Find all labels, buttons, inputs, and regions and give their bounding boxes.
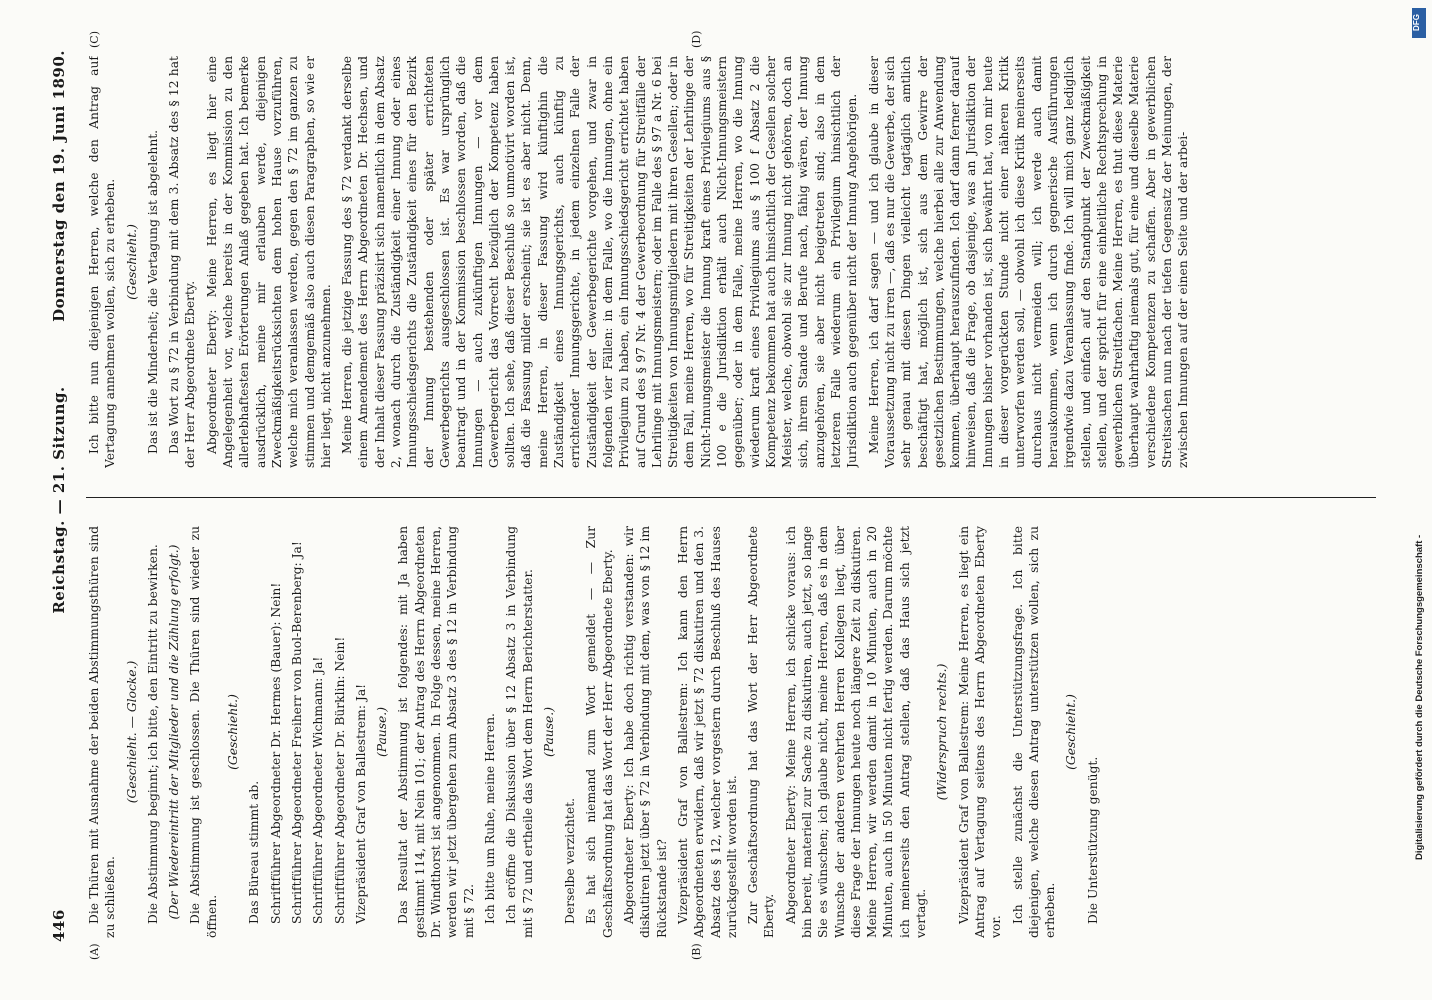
paragraph: Schriftführer Abgeordneter Dr. Hermes (Bauer): Nein! xyxy=(268,582,283,924)
paragraph: Die Thüren mit Ausnahme der beiden Abstimmungsthüren sind zu schließen. xyxy=(87,526,118,938)
paragraph: Die Abstimmung ist geschlossen. Die Thüren sind wieder zu öffnen. xyxy=(188,526,219,938)
margin-mark-b: (B) xyxy=(690,943,703,960)
margin-mark-d: (D) xyxy=(690,30,703,48)
margin-mark-c: (C) xyxy=(88,31,101,48)
paragraph: Abgeordneter Eberty: Ich habe doch richtig verstanden: wir diskutiren jetzt über § 72 in Verbindung mit dem, was von § 12 im Rückstande ist? xyxy=(622,526,669,938)
paragraph: (Geschieht. — Glocke.) xyxy=(124,660,139,804)
paragraph: Das ist die Minderheit; die Vertagung ist abgelehnt. xyxy=(145,129,160,454)
paragraph: Zur Geschäftsordnung hat das Wort der Herr Abgeordnete Eberty. xyxy=(746,526,777,938)
paragraph: Ich stelle zunächst die Unterstützungsfrage. Ich bitte diejenigen, welche diesen Antrag unterstützen wollen, sich zu erheben. xyxy=(1010,526,1058,938)
paragraph: Schriftführer Abgeordneter Freiherr von Buol-Berenberg: Ja! xyxy=(289,541,304,924)
margin-mark-a: (A) xyxy=(88,943,101,960)
credit-text: Digitalisierung gefördert durch die Deutsche Forschungsgemeinschaft - xyxy=(1414,534,1425,860)
paragraph: (Pause.) xyxy=(541,706,556,758)
paragraph: Vizepräsident Graf von Ballestrem: Ja! xyxy=(353,683,368,924)
paragraph: (Geschieht.) xyxy=(1064,694,1079,770)
session-date: Donnerstag den 19. Juni 1890. xyxy=(50,50,68,322)
paragraph: (Der Wiedereintritt der Mitglieder und die Zählung erfolgt.) xyxy=(167,544,182,920)
paragraph: Es hat sich niemand zum Wort gemeldet — — Zur Geschäftsordnung hat das Wort der Herr Abgeordnete Eberty. xyxy=(584,526,615,938)
paragraph: Schriftführer Abgeordneter Dr. Bürklin: Nein! xyxy=(332,636,347,924)
paragraph: (Geschieht.) xyxy=(226,694,241,770)
paragraph: Meine Herren, ich darf sagen — und ich glaube in dieser Voraussetzung nicht zu irren —, daß es nur die Gewerbe, der sich sehr genau mit diesen Dingen vielleicht tagtäglich amtlich beschäftigt hat, möglich ist, sich aus dem Gewirre der gesetzlichen Bestimmungen, welche hierbei alle zur Anwendung kommen, überhaupt herauszufinden. Ich darf dann ferner darauf hinweisen, daß die Frage, ob dasjenige, was an Jurisdiktion der Innungen bisher vorhanden ist, sich bewährt hat, von mir heute in dieser vorgerückten Stunde nicht einer näheren Kritik unterworfen werden soll, — obwohl ich diese Kritik meinerseits durchaus nicht vermeiden will; ich werde auch damit herauskommen, wenn ich durch gegnerische Ausführungen irgendwie dazu Veranlassung finde. Ich will mich ganz lediglich stellen, und einfach auf den Standpunkt der Zweckmäßigkeit stellen, und der spricht für eine einheitliche Rechtsprechung in gewerblichen Streitfachen. Meine Herren, es thut diese Materie überhaupt wahrhaftig niemals gut, für eine und dieselbe Materie verschiedene Kompetenzen zu schaffen. Aber in gewerblichen Streitsachen nun nach der tiefen Gegensatz der Meinungen, der zwischen Innungen auf der einen Seite und der arbei- xyxy=(866,56,1191,468)
paragraph: Abgeordneter Eberty: Meine Herren, es liegt hier eine Angelegenheit vor, welche bereits in der Kommission zu den allerlebhaftesten Erörterungen Anlaß gegeben hat. Ich bemerke ausdrücklich, meine mir erlauben werde, diejenigen Zweckmäßigkeitsrücksichten dem hohen Hause vorzuführen, welche mich veranlassen werden, gegen den § 72 im ganzen zu stimmen und demgemäß also auch diesen Paragraphen, so wie er hier liegt, nicht anzunehmen. xyxy=(204,56,333,468)
paragraph: Ich eröffne die Diskussion über § 12 Absatz 3 in Verbindung mit § 72 und ertheile das Wort dem Herrn Berichterstatter. xyxy=(504,526,535,938)
paragraph: Ich bitte nun diejenigen Herren, welche den Antrag auf Vertagung annehmen wollen, sich zu erheben. xyxy=(87,56,118,468)
paragraph: Das Wort zu § 72 in Verbindung mit dem 3. Absatz des § 12 hat der Herr Abgeordnete Eberty. xyxy=(167,56,198,468)
paragraph: Die Unterstützung genügt. xyxy=(1085,756,1100,924)
dfg-logo-label: DFG xyxy=(1411,14,1421,31)
paragraph: Schriftführer Abgeordneter Wichmann: Ja! xyxy=(311,656,326,924)
paragraph: Das Büreau stimmt ab. xyxy=(247,780,262,924)
paragraph: Vizepräsident Graf von Ballestrem: Ich kann den Herrn Abgeordneten erwidern, daß wir jetzt § 72 diskutiren und den 3. Absatz des § 12, welcher vorgestern durch Beschluß des Hauses zurückgestellt worden ist. xyxy=(675,526,739,938)
session-title: Reichstag. — 21. Sitzung. xyxy=(50,386,68,614)
paragraph: Das Resultat der Abstimmung ist folgendes: mit Ja haben gestimmt 114, mit Nein 101; der Antrag des Herrn Abgeordneten Dr. Windthorst ist angenommen. In Folge dessen, meine Herren, werden wir jetzt übergehen zum Absatz 3 des § 12 in Verbindung mit § 72. xyxy=(396,526,476,938)
page-header xyxy=(40,40,74,960)
paragraph: Ich bitte um Ruhe, meine Herren. xyxy=(482,713,497,924)
column-divider xyxy=(86,497,1376,498)
paragraph: Vizepräsident Graf von Ballestrem: Meine Herren, es liegt ein Antrag auf Vertagung seitens des Herrn Abgeordneten Eberty vor. xyxy=(956,526,1004,938)
left-text-column xyxy=(86,526,1366,938)
paragraph: Meine Herren, die jetzige Fassung des § 72 verdankt derselbe einem Amendement des Herrn Abgeordneten Dr. Hechsen, und der Inhalt dieser Fassung präzisirt sich namentlich in dem Absatz 2, wonach durch die Zuständigkeit einer Innung oder eines Innungsschiedsgerichts die Zuständigkeit eines für den Bezirk der Innung bestehenden oder später errichteten Gewerbegerichts ausgeschlossen ist. Es war ursprünglich beantragt und in der Kommission beschlossen worden, daß die Innungen — auch zukünftigen Innungen — vor dem Gewerbegericht das Vorrecht bezüglich der Kompetenz haben sollten. Ich sehe, daß dieser Beschluß so unmotivirt worden ist, daß die Fassung milder erscheint; sie ist es aber nicht. Denn, meine Herren, in dieser Fassung wird künftighin die Zuständigkeit eines Innungsgerichts, auch künftig zu errichtender Innungsgerichte, in jedem einzelnen Falle der Zuständigkeit der Gewerbegerichte vorgehen, und zwar in folgenden vier Fällen: in dem Falle, wo die Innungen, ohne ein Privilegium zu haben, ein Innungsschiedsgericht errichtet haben auf Grund des § 97 Nr. 4 der Gewerbeordnung für Streitfälle der Lehrlinge mit Innungsmeistern; oder im Falle des § 97 a Nr. 6 bei Streitigkeiten von Innungsmitgliedern mit ihren Gesellen; oder in dem Fall, meine Herren, wo für Streitigkeiten der Lehrlinge der Nicht-Innungsmeister die Innung kraft eines Privilegiums aus § 100 e die Jurisdiktion erhält auch Nicht-Innungsmeistern gegenüber; oder in dem Falle, meine Herren, wo die Innung wiederum kraft eines Privilegiums aus § 100 f Absatz 2 die Kompetenz bekommen hat auch hinsichtlich der Gesellen solcher Meister, welche, obwohl sie zur Innung nicht gehören, doch an sich, ihrem Stande und Berufe nach, fähig wären, der Innung anzugehören, sie aber nicht beigetreten sind; also in dem letzteren Falle wiederum ein Privilegium hinsichtlich der Jurisdiktion auch gegenüber nicht der Innung Angehörigen. xyxy=(340,56,860,468)
page-number: 446 xyxy=(50,909,68,942)
paragraph: Die Abstimmung beginnt; ich bitte, den Eintritt zu bewirken. xyxy=(145,544,160,924)
dfg-logo xyxy=(1412,8,1426,38)
digitization-credit xyxy=(1412,140,1428,860)
paragraph: Derselbe verzichtet. xyxy=(563,798,578,924)
paragraph: (Widerspruch rechts.) xyxy=(935,663,950,801)
paragraph: (Pause.) xyxy=(375,706,390,758)
paragraph: Abgeordneter Eberty: Meine Herren, ich schicke voraus: ich bin bereit, materiell zur Sache zu diskutiren, auch jetzt, so lange Sie es wünschen; ich glaube nicht, meine Herren, daß es in dem Wunsche der anderen verehrten Herren Kollegen liegt, über diese Frage der Innungen heute noch längere Zeit zu diskutiren. Meine Herren, wir werden damit in 10 Minuten, auch in 20 Minuten, auch in 50 Minuten nicht fertig werden. Darum möchte ich meinerseits den Antrag stellen, daß das Haus sich jetzt vertagt. xyxy=(783,526,929,938)
paragraph: (Geschieht.) xyxy=(124,224,139,300)
right-text-column xyxy=(86,56,1366,468)
